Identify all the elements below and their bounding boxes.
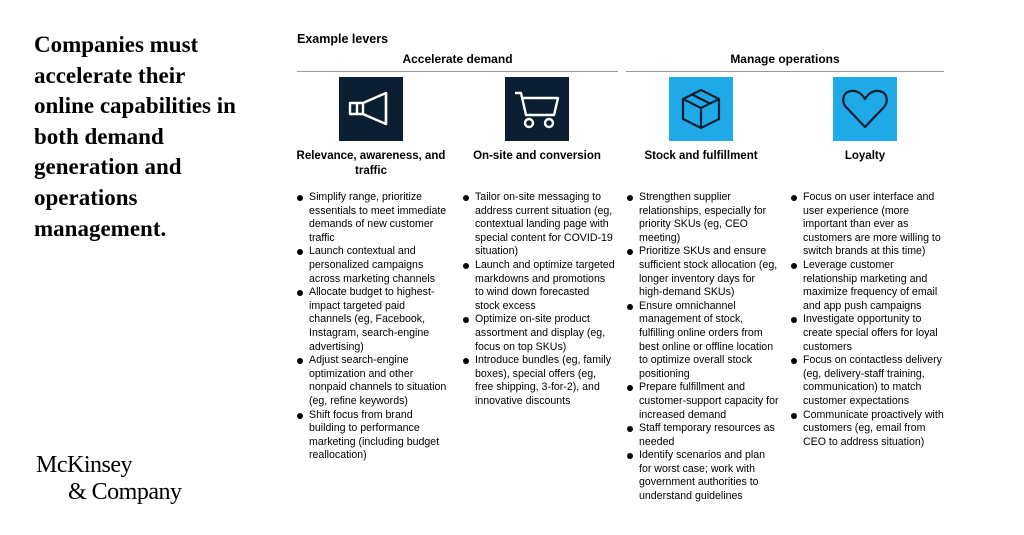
box-icon — [669, 77, 733, 141]
list-item: Tailor on-site messaging to address current situation (eg, contextual landing page with special content for COVID-19 situation) — [458, 191, 616, 259]
lever-column-loyalty — [786, 77, 944, 449]
lever-column-stock — [622, 77, 780, 504]
lever-column-onsite — [458, 77, 616, 409]
list-item: Focus on user interface and user experience (more important than ever as customers are more willing to switch brands at this time) — [786, 191, 944, 259]
list-item: Prepare fulfillment and customer-support capacity for increased demand — [622, 381, 780, 422]
mckinsey-logo — [36, 452, 182, 506]
bullet-list — [622, 191, 780, 504]
list-item: Adjust search-engine optimization and other nonpaid channels to situation (eg, refine keywords) — [292, 354, 450, 408]
list-item: Leverage customer relationship marketing and maximize frequency of email and app push campaigns — [786, 259, 944, 313]
list-item: Optimize on-site product assortment and display (eg, focus on top SKUs) — [458, 313, 616, 354]
list-item: Shift focus from brand building to performance marketing (including budget reallocation) — [292, 409, 450, 463]
column-title: On-site and conversion — [473, 150, 601, 162]
levers-title: Example levers — [297, 32, 389, 46]
column-title: Relevance, awareness, and traffic — [296, 150, 446, 177]
list-item: Launch and optimize targeted markdowns and promotions to wind down forecasted stock excess — [458, 259, 616, 313]
megaphone-icon — [339, 77, 403, 141]
list-item: Introduce bundles (eg, family boxes), special offers (eg, free shipping, 3-for-2), and innovative discounts — [458, 354, 616, 408]
list-item: Allocate budget to highest-impact targeted paid channels (eg, Facebook, Instagram, search-engine advertising) — [292, 286, 450, 354]
heart-icon — [833, 77, 897, 141]
bullet-list — [292, 191, 450, 463]
column-title: Stock and fulfillment — [644, 150, 758, 162]
bullet-list — [458, 191, 616, 409]
list-item: Launch contextual and personalized campaigns across marketing channels — [292, 245, 450, 286]
column-title: Loyalty — [844, 150, 886, 162]
headline: Companies must accelerate their online capabilities in both demand generation and operations management. — [34, 32, 236, 241]
list-item: Focus on contactless delivery (eg, delivery-staff training, communication) to match customer expectations — [786, 354, 944, 408]
list-item: Investigate opportunity to create special offers for loyal customers — [786, 313, 944, 354]
group-manage-operations: Manage operations — [626, 52, 944, 72]
list-item: Communicate proactively with customers (eg, email from CEO to address situation) — [786, 409, 944, 450]
list-item: Strengthen supplier relationships, especially for priority SKUs (eg, CEO meeting) — [622, 191, 780, 245]
bullet-list — [786, 191, 944, 449]
list-item: Identify scenarios and plan for worst case; work with government authorities to understand guidelines — [622, 449, 780, 503]
shopping-cart-icon — [505, 77, 569, 141]
logo-line-1: McKinsey — [36, 452, 132, 478]
list-item: Staff temporary resources as needed — [622, 422, 780, 449]
group-accelerate-demand: Accelerate demand — [297, 52, 618, 72]
list-item: Prioritize SKUs and ensure sufficient stock allocation (eg, longer inventory days for high-demand SKUs) — [622, 245, 780, 299]
list-item: Ensure omnichannel management of stock, fulfilling online orders from best online or offline location to optimize overall stock positioning — [622, 300, 780, 382]
list-item: Simplify range, prioritize essentials to meet immediate demands of new customer traffic — [292, 191, 450, 245]
logo-line-2: & Company — [68, 479, 182, 505]
lever-column-relevance — [292, 77, 450, 463]
